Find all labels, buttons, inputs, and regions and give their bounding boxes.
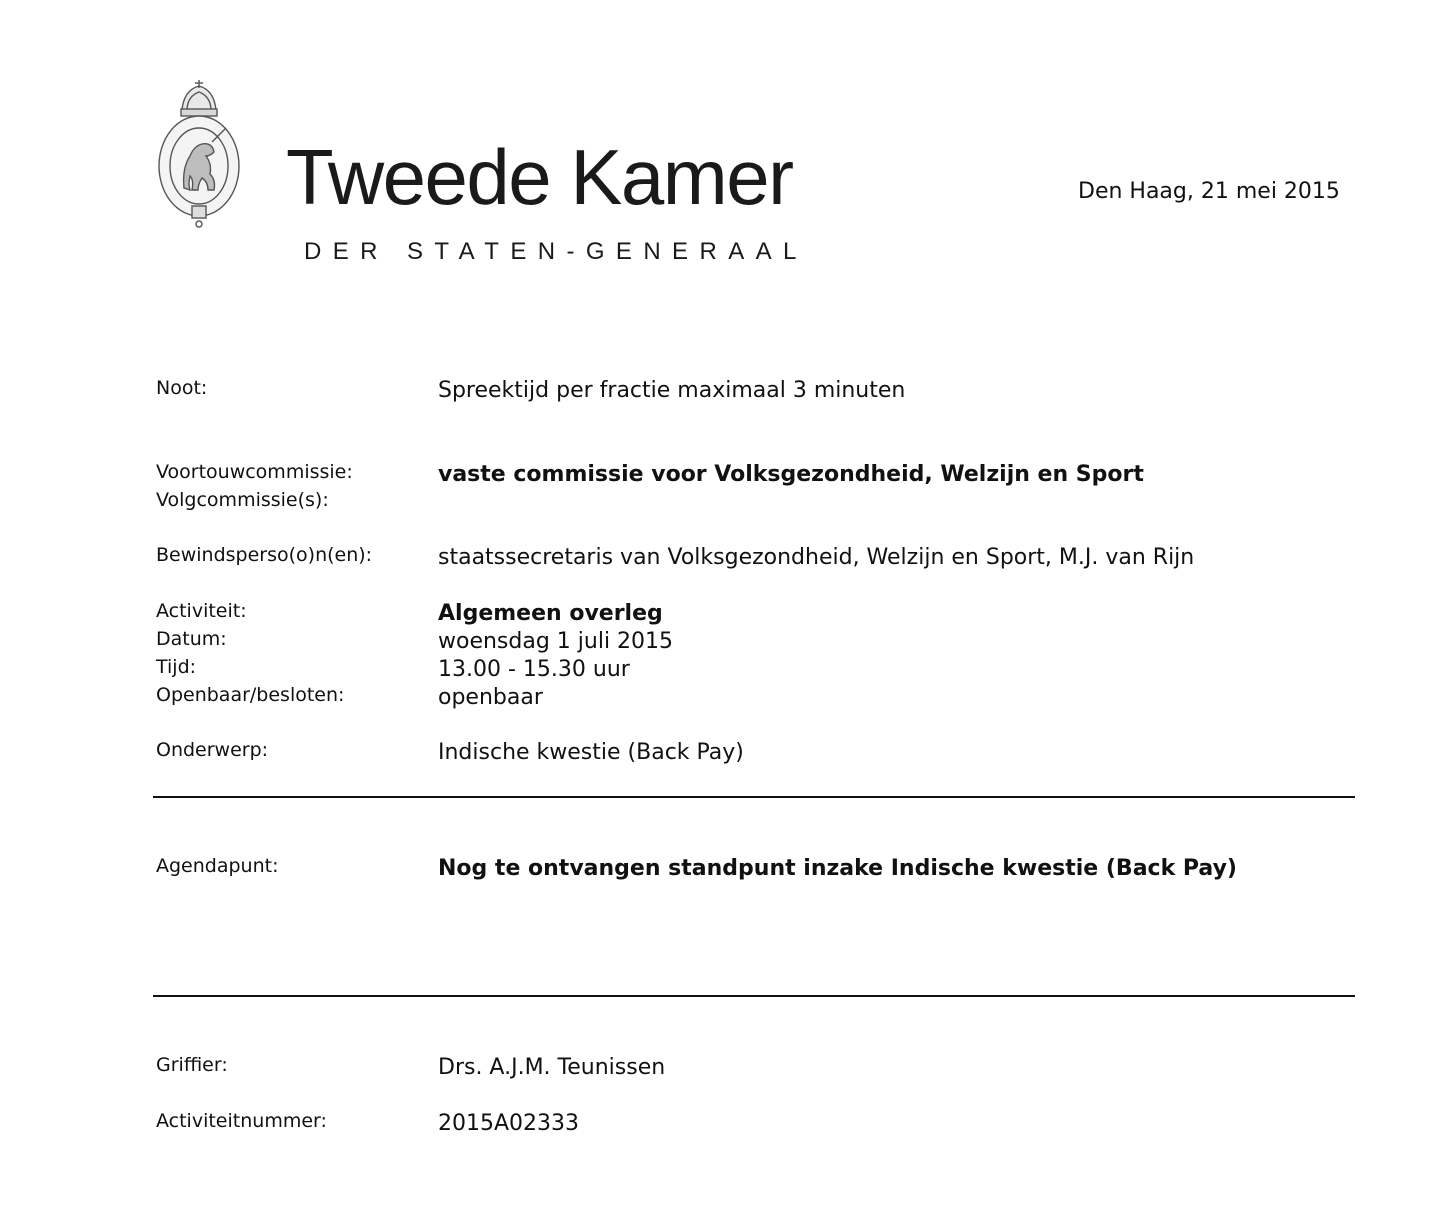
voortouwcommissie-value: vaste commissie voor Volksgezondheid, Welzijn en Sport (438, 462, 1144, 487)
brand-title: Tweede Kamer (286, 133, 793, 221)
tweede-kamer-crest-icon (154, 76, 244, 230)
onderwerp-label: Onderwerp: (156, 739, 269, 761)
voortouwcommissie-label: Voortouwcommissie: (156, 461, 353, 483)
tijd-value: 13.00 - 15.30 uur (438, 657, 630, 682)
divider-bottom (153, 995, 1355, 997)
activiteitnummer-value: 2015A02333 (438, 1111, 580, 1136)
noot-value: Spreektijd per fractie maximaal 3 minuten (438, 378, 906, 403)
griffier-label: Griffier: (156, 1054, 228, 1076)
onderwerp-value: Indische kwestie (Back Pay) (438, 740, 744, 765)
datum-value: woensdag 1 juli 2015 (438, 629, 674, 654)
openbaar-label: Openbaar/besloten: (156, 684, 345, 706)
divider-top (153, 796, 1355, 798)
place-date: Den Haag, 21 mei 2015 (1078, 179, 1340, 204)
openbaar-value: openbaar (438, 685, 543, 710)
datum-label: Datum: (156, 628, 227, 650)
noot-label: Noot: (156, 377, 208, 399)
tijd-label: Tijd: (156, 656, 197, 678)
agendapunt-value: Nog te ontvangen standpunt inzake Indische kwestie (Back Pay) (438, 856, 1237, 881)
activiteit-value: Algemeen overleg (438, 601, 663, 626)
volgcommissie-label: Volgcommissie(s): (156, 489, 329, 511)
agendapunt-label: Agendapunt: (156, 855, 279, 877)
brand-subtitle: DER STATEN-GENERAAL (304, 238, 808, 265)
bewindspersonen-label: Bewindsperso(o)n(en): (156, 544, 373, 566)
activiteit-label: Activiteit: (156, 600, 247, 622)
bewindspersonen-value: staatssecretaris van Volksgezondheid, Welzijn en Sport, M.J. van Rijn (438, 545, 1195, 570)
griffier-value: Drs. A.J.M. Teunissen (438, 1055, 666, 1080)
activiteitnummer-label: Activiteitnummer: (156, 1110, 327, 1132)
